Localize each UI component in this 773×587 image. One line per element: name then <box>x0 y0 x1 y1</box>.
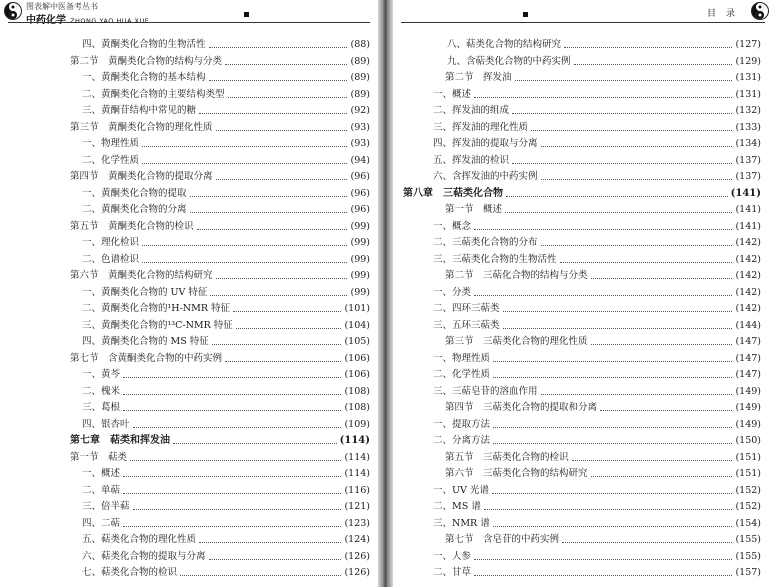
toc-entry-title: 三、三萜皂苷的溶血作用 <box>433 385 538 397</box>
toc-entry-page: (105) <box>344 336 370 347</box>
toc-entry-item <box>0 103 378 120</box>
dot-leader <box>531 129 732 131</box>
dot-leader <box>591 343 733 345</box>
toc-entry-title: 二、槐米 <box>82 385 121 397</box>
dot-leader <box>123 525 341 527</box>
toc-entry-title: 四、黄酮类化合物的 MS 特征 <box>82 336 209 347</box>
dot-leader <box>228 96 348 98</box>
toc-entry-page: (147) <box>735 336 761 347</box>
toc-entry-title: 第一节 概述 <box>445 204 503 215</box>
left-page <box>0 0 378 587</box>
toc-entry-page: (157) <box>735 567 761 578</box>
toc-entry-page: (142) <box>735 303 761 314</box>
toc-entry-title: 二、化学性质 <box>82 154 140 166</box>
toc-entry-page: (99) <box>350 270 370 281</box>
dot-leader <box>541 244 733 246</box>
yin-yang-icon <box>751 2 769 20</box>
toc-entry-page: (109) <box>344 418 370 430</box>
toc-entry-title: 一、黄酮类化合物的基本结构 <box>82 72 206 83</box>
contents-label: 目录 <box>706 9 745 19</box>
toc-entry-item <box>393 285 773 302</box>
toc-entry-chapter <box>0 433 378 450</box>
toc-entry-page: (116) <box>344 484 370 496</box>
toc-entry-page: (152) <box>735 484 761 496</box>
toc-entry-item <box>393 87 773 104</box>
toc-entry-title: 四、黄酮类化合物的生物活性 <box>82 39 206 50</box>
toc-entry-page: (149) <box>735 418 761 430</box>
toc-entry-page: (108) <box>344 402 370 413</box>
dot-leader <box>541 178 733 180</box>
toc-entry-section <box>393 334 773 351</box>
toc-entry-page: (137) <box>735 154 761 166</box>
toc-entry-section <box>393 532 773 549</box>
toc-entry-section <box>393 450 773 467</box>
toc-entry-page: (126) <box>344 550 370 562</box>
toc-entry-item <box>393 417 773 434</box>
header-rule <box>401 22 765 23</box>
toc-entry-page: (155) <box>735 534 761 545</box>
dot-leader <box>591 475 733 477</box>
toc-entry-title: 三、黄酮类化合物的¹³C-NMR 特征 <box>82 319 233 331</box>
dot-leader <box>493 442 732 444</box>
toc-entry-page: (124) <box>344 534 370 545</box>
toc-entry-title: 第八章 三萜类化合物 <box>403 187 503 199</box>
toc-entry-item <box>393 252 773 269</box>
dot-leader <box>123 376 341 378</box>
toc-entry-page: (114) <box>344 451 370 463</box>
dot-leader <box>142 162 347 164</box>
toc-entry-title: 一、物理性质 <box>82 138 140 149</box>
toc-entry-item <box>0 235 378 252</box>
toc-entry-title: 一、分类 <box>433 286 472 298</box>
dot-leader <box>133 508 342 510</box>
toc-entry-page: (88) <box>350 39 370 50</box>
toc-entry-page: (151) <box>735 468 761 479</box>
toc-entry-page: (96) <box>350 171 370 182</box>
dot-leader <box>123 409 341 411</box>
toc-entry-title: 一、提取方法 <box>433 418 491 430</box>
toc-entry-title: 一、人参 <box>433 550 472 562</box>
dot-leader <box>197 228 348 230</box>
toc-entry-title: 第二节 三萜化合物的结构与分类 <box>445 270 588 281</box>
dot-leader <box>505 211 732 213</box>
toc-entry-page: (127) <box>735 39 761 50</box>
dot-leader <box>474 294 732 296</box>
toc-entry-title: 第四节 三萜类化合物的提取和分离 <box>445 402 598 413</box>
toc-entry-page: (154) <box>735 517 761 529</box>
toc-entry-item <box>393 516 773 533</box>
toc-entry-page: (101) <box>344 303 370 314</box>
toc-entry-item <box>0 285 378 302</box>
toc-entry-page: (89) <box>350 55 370 67</box>
toc-entry-title: 第七节 含皂苷的中药实例 <box>445 534 560 545</box>
toc-entry-page: (121) <box>344 501 370 512</box>
toc-entry-page: (149) <box>735 402 761 413</box>
dot-leader <box>225 63 347 65</box>
toc-entry-item <box>393 367 773 384</box>
dot-leader <box>199 112 347 114</box>
toc-entry-title: 第四节 黄酮类化合物的提取分离 <box>70 171 213 182</box>
toc-entry-top <box>0 37 378 54</box>
toc-entry-page: (142) <box>735 286 761 298</box>
toc-entry-item <box>0 384 378 401</box>
toc-entry-item <box>0 549 378 566</box>
toc-entry-page: (141) <box>730 187 761 199</box>
toc-entry-title: 第三节 三萜类化合物的理化性质 <box>445 336 588 347</box>
toc-entry-page: (147) <box>735 352 761 364</box>
toc-entry-page: (126) <box>344 567 370 578</box>
series-title: 图表解中医备考丛书 <box>26 2 98 11</box>
toc-entry-title: 六、萜类化合物的提取与分离 <box>82 550 206 562</box>
dot-leader <box>216 129 348 131</box>
toc-entry-item <box>0 532 378 549</box>
dot-leader <box>503 310 733 312</box>
toc-entry-title: 五、萜类化合物的理化性质 <box>82 534 197 545</box>
dot-leader <box>190 211 348 213</box>
toc-entry-item <box>0 202 378 219</box>
header-square-icon <box>523 12 528 17</box>
dot-leader <box>560 261 733 263</box>
dot-leader <box>130 459 341 461</box>
toc-entry-title: 第七节 含黄酮类化合物的中药实例 <box>70 352 223 364</box>
toc-entry-item <box>393 103 773 120</box>
book-title <box>26 11 149 26</box>
toc-entry-title: 四、二萜 <box>82 517 121 529</box>
toc-entry-page: (96) <box>350 187 370 199</box>
toc-entry-section <box>393 202 773 219</box>
toc-entry-page: (108) <box>344 385 370 397</box>
dot-leader <box>515 79 733 81</box>
dot-leader <box>492 492 733 494</box>
toc-entry-item <box>0 400 378 417</box>
toc-entry-section <box>0 219 378 236</box>
dot-leader <box>572 459 733 461</box>
toc-entry-title: 二、三萜类化合物的分布 <box>433 237 538 248</box>
toc-entry-page: (131) <box>735 88 761 100</box>
toc-entry-section <box>0 54 378 71</box>
toc-entry-title: 二、黄酮类化合物的分离 <box>82 204 187 215</box>
toc-entry-page: (104) <box>344 319 370 331</box>
dot-leader <box>142 261 347 263</box>
toc-entry-page: (147) <box>735 369 761 380</box>
toc-entry-page: (141) <box>735 204 761 215</box>
toc-entry-title: 六、含挥发油的中药实例 <box>433 171 538 182</box>
toc-entry-title: 三、挥发油的理化性质 <box>433 121 529 133</box>
toc-entry-section <box>393 268 773 285</box>
toc-entry-title: 第一节 萜类 <box>70 451 128 463</box>
toc-entry-page: (141) <box>735 220 761 232</box>
dot-leader <box>123 492 341 494</box>
toc-entry-item <box>0 334 378 351</box>
toc-entry-item <box>0 186 378 203</box>
toc-entry-title: 一、黄酮类化合物的提取 <box>82 187 187 199</box>
header-rule <box>8 22 370 23</box>
toc-entry-page: (137) <box>735 171 761 182</box>
toc-entry-title: 一、黄酮类化合物的 UV 特征 <box>82 286 208 298</box>
toc-entry-page: (152) <box>735 501 761 512</box>
toc-entry-item <box>0 318 378 335</box>
toc-entry-page: (96) <box>350 204 370 215</box>
dot-leader <box>512 112 732 114</box>
toc-entry-title: 二、单萜 <box>82 484 121 496</box>
dot-leader <box>493 426 732 428</box>
dot-leader <box>212 343 342 345</box>
toc-entry-page: (134) <box>735 138 761 149</box>
toc-entry-item <box>0 153 378 170</box>
toc-entry-title: 二、MS 谱 <box>433 501 481 512</box>
toc-entry-title: 第五节 三萜类化合物的检识 <box>445 451 569 463</box>
toc-entry-title: 八、萜类化合物的结构研究 <box>447 39 562 50</box>
left-page-header <box>0 0 378 26</box>
toc-entry-top <box>393 37 773 54</box>
dot-leader <box>474 574 732 576</box>
dot-leader <box>474 558 732 560</box>
toc-entry-section <box>0 120 378 137</box>
toc-entry-item <box>393 136 773 153</box>
toc-entry-title: 三、五环三萜类 <box>433 319 500 331</box>
toc-entry-item <box>393 301 773 318</box>
dot-leader <box>541 393 733 395</box>
toc-entry-item <box>0 516 378 533</box>
toc-entry-title: 四、银杏叶 <box>82 418 130 430</box>
toc-entry-item <box>393 549 773 566</box>
toc-entry-title: 二、黄酮类化合物的¹H-NMR 特征 <box>82 303 231 314</box>
toc-entry-item <box>393 219 773 236</box>
toc-entry-section <box>0 450 378 467</box>
right-toc-list <box>393 37 773 582</box>
toc-entry-section <box>0 169 378 186</box>
toc-entry-title: 第五节 黄酮类化合物的检识 <box>70 220 194 232</box>
toc-entry-title: 第三节 黄酮类化合物的理化性质 <box>70 121 213 133</box>
dot-leader <box>180 574 341 576</box>
toc-entry-item <box>393 169 773 186</box>
toc-entry-item <box>0 367 378 384</box>
toc-entry-title: 一、物理性质 <box>433 352 491 364</box>
dot-leader <box>210 294 347 296</box>
toc-entry-page: (149) <box>735 385 761 397</box>
toc-entry-chapter <box>393 186 773 203</box>
dot-leader <box>506 195 728 197</box>
dot-leader <box>209 79 348 81</box>
toc-entry-item <box>0 252 378 269</box>
toc-entry-title: 第七章 萜类和挥发油 <box>70 435 170 446</box>
book-gutter <box>378 0 393 587</box>
dot-leader <box>209 46 348 48</box>
toc-entry-page: (89) <box>350 88 370 100</box>
dot-leader <box>216 178 348 180</box>
toc-entry-title: 第二节 挥发油 <box>445 72 512 83</box>
book-title-text: 中药化学 <box>26 15 66 26</box>
toc-entry-section <box>0 351 378 368</box>
toc-entry-title: 二、分离方法 <box>433 435 491 446</box>
toc-entry-page: (93) <box>350 138 370 149</box>
dot-leader <box>209 558 342 560</box>
dot-leader <box>574 63 733 65</box>
dot-leader <box>123 475 341 477</box>
toc-entry-title: 九、含萜类化合物的中药实例 <box>447 55 571 67</box>
toc-entry-item <box>393 120 773 137</box>
toc-entry-title: 二、甘草 <box>433 567 472 578</box>
dot-leader <box>474 228 732 230</box>
dot-leader <box>493 360 732 362</box>
yin-yang-icon <box>4 2 22 20</box>
dot-leader <box>199 541 341 543</box>
toc-entry-title: 二、挥发油的组成 <box>433 105 510 116</box>
toc-entry-title: 三、三萜类化合物的生物活性 <box>433 253 557 265</box>
dot-leader <box>474 96 732 98</box>
dot-leader <box>133 426 342 428</box>
toc-entry-top <box>393 54 773 71</box>
toc-entry-title: 一、理化检识 <box>82 237 140 248</box>
toc-entry-page: (94) <box>350 154 370 166</box>
toc-entry-title: 三、倍半萜 <box>82 501 130 512</box>
toc-entry-item <box>393 433 773 450</box>
toc-entry-title: 一、UV 光谱 <box>433 484 489 496</box>
toc-entry-item <box>0 565 378 582</box>
toc-entry-title: 一、概述 <box>82 468 121 479</box>
book-title-pinyin: ZHONG YAO HUA XUE <box>70 17 150 25</box>
dot-leader <box>142 145 347 147</box>
toc-entry-page: (114) <box>339 435 370 446</box>
toc-entry-page: (99) <box>350 286 370 298</box>
toc-entry-page: (89) <box>350 72 370 83</box>
dot-leader <box>493 376 732 378</box>
toc-entry-page: (114) <box>344 468 370 479</box>
toc-entry-title: 第六节 三萜类化合物的结构研究 <box>445 468 588 479</box>
toc-entry-page: (142) <box>735 253 761 265</box>
toc-entry-page: (106) <box>344 369 370 380</box>
toc-entry-section <box>393 466 773 483</box>
dot-leader <box>564 46 732 48</box>
toc-entry-page: (133) <box>735 121 761 133</box>
toc-entry-title: 一、概念 <box>433 220 472 232</box>
toc-entry-title: 七、萜类化合物的检识 <box>82 567 178 578</box>
toc-entry-title: 二、四环三萜类 <box>433 303 500 314</box>
toc-entry-page: (150) <box>735 435 761 446</box>
toc-entry-title: 一、概述 <box>433 88 472 100</box>
toc-entry-section <box>393 70 773 87</box>
toc-entry-page: (144) <box>735 319 761 331</box>
dot-leader <box>493 525 733 527</box>
toc-entry-page: (129) <box>735 55 761 67</box>
toc-entry-section <box>0 268 378 285</box>
toc-entry-page: (99) <box>350 253 370 265</box>
dot-leader <box>173 442 337 444</box>
toc-entry-item <box>0 70 378 87</box>
toc-entry-page: (106) <box>344 352 370 364</box>
toc-entry-title: 二、色谱检识 <box>82 253 140 265</box>
toc-entry-title: 一、黄芩 <box>82 369 121 380</box>
toc-entry-item <box>0 417 378 434</box>
dot-leader <box>512 162 732 164</box>
dot-leader <box>503 327 733 329</box>
toc-entry-page: (99) <box>350 237 370 248</box>
dot-leader <box>190 195 348 197</box>
toc-entry-item <box>0 301 378 318</box>
dot-leader <box>123 393 341 395</box>
toc-entry-page: (99) <box>350 220 370 232</box>
header-square-icon <box>244 12 249 17</box>
toc-entry-item <box>393 565 773 582</box>
toc-entry-page: (93) <box>350 121 370 133</box>
toc-entry-item <box>0 483 378 500</box>
toc-entry-title: 第二节 黄酮类化合物的结构与分类 <box>70 55 223 67</box>
dot-leader <box>484 508 733 510</box>
toc-entry-item <box>393 351 773 368</box>
toc-entry-item <box>393 384 773 401</box>
toc-entry-title: 二、化学性质 <box>433 369 491 380</box>
toc-entry-page: (151) <box>735 451 761 463</box>
toc-entry-page: (132) <box>735 105 761 116</box>
toc-entry-page: (142) <box>735 270 761 281</box>
toc-entry-title: 三、NMR 谱 <box>433 517 490 529</box>
toc-entry-page: (92) <box>350 105 370 116</box>
toc-entry-item <box>0 499 378 516</box>
toc-entry-title: 四、挥发油的提取与分离 <box>433 138 538 149</box>
toc-entry-item <box>0 87 378 104</box>
toc-entry-section <box>393 400 773 417</box>
toc-entry-page: (131) <box>735 72 761 83</box>
toc-entry-title: 三、黄酮苷结构中常见的糖 <box>82 105 197 116</box>
dot-leader <box>216 277 348 279</box>
dot-leader <box>541 145 733 147</box>
right-page <box>393 0 773 587</box>
toc-entry-item <box>0 466 378 483</box>
dot-leader <box>236 327 342 329</box>
toc-entry-title: 二、黄酮类化合物的主要结构类型 <box>82 88 225 100</box>
toc-entry-item <box>393 153 773 170</box>
toc-entry-item <box>393 235 773 252</box>
toc-entry-item <box>393 499 773 516</box>
dot-leader <box>591 277 733 279</box>
toc-entry-title: 第六节 黄酮类化合物的结构研究 <box>70 270 213 281</box>
dot-leader <box>142 244 347 246</box>
left-toc-list <box>0 37 378 582</box>
toc-entry-title: 五、挥发油的检识 <box>433 154 510 166</box>
dot-leader <box>233 310 341 312</box>
dot-leader <box>225 360 341 362</box>
toc-entry-page: (123) <box>344 517 370 529</box>
toc-entry-page: (155) <box>735 550 761 562</box>
dot-leader <box>600 409 732 411</box>
dot-leader <box>562 541 732 543</box>
toc-entry-item <box>393 318 773 335</box>
toc-entry-title: 三、葛根 <box>82 402 121 413</box>
toc-entry-item <box>393 483 773 500</box>
toc-entry-page: (142) <box>735 237 761 248</box>
right-page-header <box>393 0 773 26</box>
toc-entry-item <box>0 136 378 153</box>
